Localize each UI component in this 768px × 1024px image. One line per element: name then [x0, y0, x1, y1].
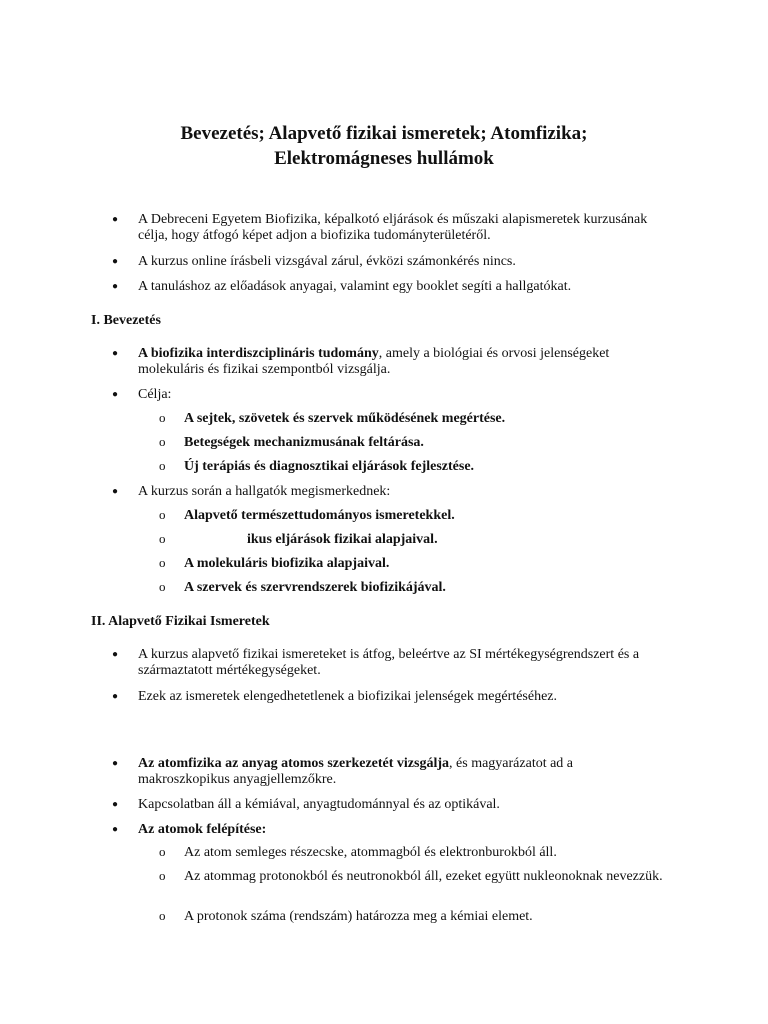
- title-line-1: Bevezetés; Alapvető fizikai ismeretek; Atomfizika;: [180, 123, 588, 144]
- bullet-marker: ●: [112, 389, 119, 400]
- list-item-text: Ezek az ismeretek elengedhetetlenek a biofizikai jelenségek megértéséhez.: [138, 689, 558, 704]
- text-rest: , amely a biológiai és orvosi jelenségeket molekuláris és fizikai szempontból vizsgálja.: [138, 346, 610, 377]
- list-item-text: Célja:: [138, 387, 172, 402]
- sub-list-item-text: Az atom semleges részecske, atommagból és elektronburokból áll.: [184, 845, 557, 860]
- list-item-text: A Debreceni Egyetem Biofizika, képalkotó eljárások és műszaki alapismeretek kurzusának célja, hogy átfogó képet adjon a biofizika tudományterületéről.: [138, 212, 648, 243]
- section-heading-bevezetes: I. Bevezetés: [91, 313, 161, 328]
- list-item-text: A tanuláshoz az előadások anyagai, valamint egy booklet segíti a hallgatókat.: [138, 279, 572, 294]
- bullet-marker: ●: [112, 281, 119, 292]
- circle-marker: o: [159, 531, 166, 546]
- sub-list-item-text: A szervek és szervrendszerek biofizikájával.: [184, 580, 446, 595]
- bullet-marker: ●: [112, 256, 119, 267]
- bullet-marker: ●: [112, 486, 119, 497]
- list-item-text: A kurzus alapvető fizikai ismereteket is átfog, beleértve az SI mértékegységrendszert és a származtatott mértékegységeket.: [138, 647, 640, 678]
- sub-list-item-text: Az atommag protonokból és neutronokból áll, ezeket együtt nukleonoknak nevezzük.: [184, 869, 663, 884]
- list-item-text: A kurzus során a hallgatók megismerkednek:: [138, 484, 391, 499]
- bold-phrase: A biofizika interdiszciplináris tudomány: [138, 346, 379, 361]
- circle-marker: o: [159, 844, 166, 859]
- document-title: [0, 121, 768, 171]
- sub-list-item-text: ikus eljárások fizikai alapjaival.: [247, 532, 438, 547]
- circle-marker: o: [159, 410, 166, 425]
- sub-list-item-text: Alapvető természettudományos ismeretekkel.: [184, 508, 455, 523]
- list-item-text: A kurzus online írásbeli vizsgával zárul, évközi számonkérés nincs.: [138, 254, 516, 269]
- sub-list-item-text: A sejtek, szövetek és szervek működésének megértése.: [184, 411, 506, 426]
- list-item-text: [138, 756, 668, 788]
- list-item-text: [138, 346, 668, 378]
- bullet-marker: ●: [112, 348, 119, 359]
- bullet-marker: ●: [112, 824, 119, 835]
- text-rest: , és magyarázatot ad a makroszkopikus anyagjellemzőkre.: [138, 756, 574, 787]
- circle-marker: o: [159, 458, 166, 473]
- circle-marker: o: [159, 908, 166, 923]
- bullet-marker: ●: [112, 649, 119, 660]
- list-item-text: Kapcsolatban áll a kémiával, anyagtudománnyal és az optikával.: [138, 797, 500, 812]
- sub-list-item-text: A protonok száma (rendszám) határozza meg a kémiai elemet.: [184, 909, 533, 924]
- list-item-text: Az atomok felépítése:: [138, 822, 267, 837]
- circle-marker: o: [159, 579, 166, 594]
- sub-list-item-text: A molekuláris biofizika alapjaival.: [184, 556, 390, 571]
- circle-marker: o: [159, 507, 166, 522]
- title-line-2: Elektromágneses hullámok: [274, 148, 494, 169]
- circle-marker: o: [159, 434, 166, 449]
- sub-list-item-text: Új terápiás és diagnosztikai eljárások fejlesztése.: [184, 459, 475, 474]
- section-heading-alapveto-fizikai-ismeretek: II. Alapvető Fizikai Ismeretek: [91, 614, 270, 629]
- bullet-marker: ●: [112, 758, 119, 769]
- bold-phrase: Az atomfizika az anyag atomos szerkezetét vizsgálja: [138, 756, 450, 771]
- circle-marker: o: [159, 868, 166, 883]
- bullet-marker: ●: [112, 691, 119, 702]
- circle-marker: o: [159, 555, 166, 570]
- bullet-marker: ●: [112, 214, 119, 225]
- bullet-marker: ●: [112, 799, 119, 810]
- sub-list-item-text: Betegségek mechanizmusának feltárása.: [184, 435, 424, 450]
